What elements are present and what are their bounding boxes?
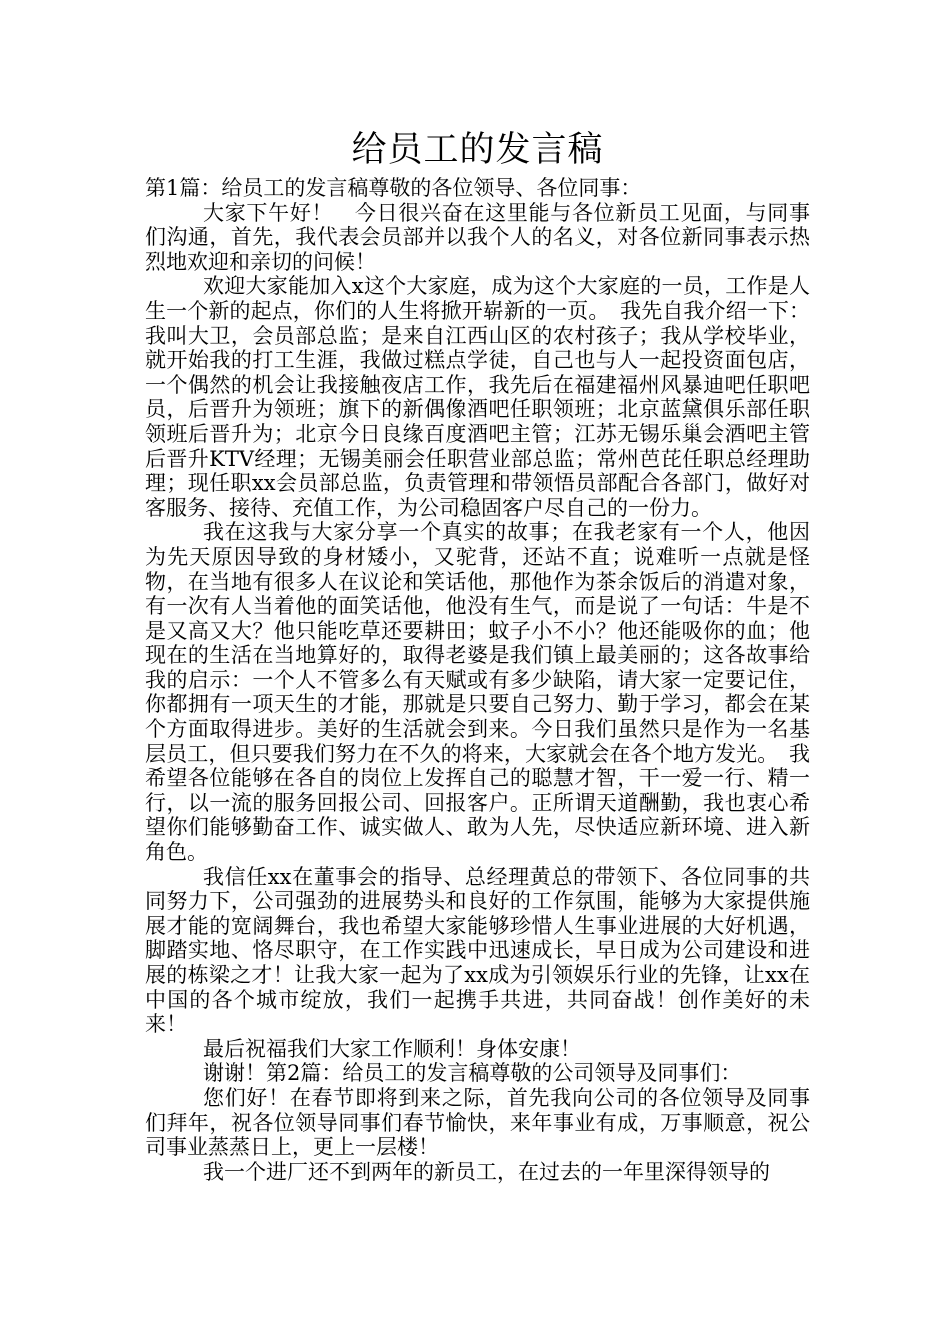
paragraph-story: 我在这我与大家分享一个真实的故事；在我老家有一个人，他因为先天原因导致的身材矮小，又驼背，还站不直；说难听一点就是怪物，在当地有很多人在议论和笑话他，那他作为茶余饭后的消遣对象，有一次有人当着他的面笑话他，他没有生气，而是说了一句话：牛是不是又高又大？他只能吃草还要耕田；蚊子小不小？他还能吸你的血；他现在的生活在当地算好的，取得老婆是我们镇上最美丽的；这各故事给我的启示：一个人不管多么有天赋或有多少缺陷，请大家一定要记住，你都拥有一项天生的才能，那就是只要自己努力、勤于学习，都会在某个方面取得进步。美好的生活就会到来。今日我们虽然只是作为一名基层员工，但只要我们努力在不久的将来，大家就会在各个地方发光。 我希望各位能够在各自的岗位上发挥自己的聪慧才智，干一爱一行、精一行，以一流的服务回报公司、回报客户。正所谓天道酬勤，我也衷心希望你们能够勤奋工作、诚实做人、敢为人先，尽快适应新环境、进入新角色。	[145, 520, 810, 865]
paragraph-trust: 我信任xx在董事会的指导、总经理黄总的带领下、各位同事的共同努力下，公司强劲的进展势头和良好的工作氛围，能够为大家提供施展才能的宽阔舞台，我也希望大家能够珍惜人生事业进展的大好机遇，脚踏实地、恪尽职守，在工作实践中迅速成长，早日成为公司建设和进展的栋梁之才！让我大家一起为了xx成为引领娱乐行业的先锋，让xx在中国的各个城市绽放，我们一起携手共进，共同奋战！创作美好的未来！	[145, 864, 810, 1037]
paragraph-heading-1: 第1篇：给员工的发言稿尊敬的各位领导、各位同事：	[145, 176, 642, 200]
paragraph-greeting: 大家下午好！ 今日很兴奋在这里能与各位新员工见面，与同事们沟通，首先，我代表会员部并以我个人的名义，对各位新同事表示热烈地欢迎和亲切的问候！	[145, 200, 810, 274]
paragraph-new-employee: 我一个进厂还不到两年的新员工，在过去的一年里深得领导的	[203, 1159, 770, 1184]
paragraph-blessing: 最后祝福我们大家工作顺利！身体安康！	[203, 1036, 581, 1061]
document-body	[145, 126, 810, 1184]
paragraph-new-year: 您们好！在春节即将到来之际，首先我向公司的各位领导及同事们拜年，祝各位领导同事们春节愉快，来年事业有成，万事顺意，祝公司事业蒸蒸日上，更上一层楼！	[145, 1085, 810, 1160]
document-title: 给员工的发言稿	[351, 130, 604, 170]
paragraph-heading-2: 谢谢！第2篇：给员工的发言稿尊敬的公司领导及同事们：	[203, 1061, 742, 1086]
paragraph-self-intro: 欢迎大家能加入x这个大家庭，成为这个大家庭的一员，工作是人生一个新的起点，你们的人生将掀开崭新的一页。 我先自我介绍一下：我叫大卫，会员部总监；是来自江西山区的农村孩子；我从学校毕业，就开始我的打工生涯，我做过糕点学徒，自己也与人一起投资面包店，一个偶然的机会让我接触夜店工作，我先后在福建福州风暴迪吧任职吧员，后晋升为领班；旗下的新偶像酒吧任职领班；北京蓝黛俱乐部任职领班后晋升为；北京今日良缘百度酒吧主管；江苏无锡乐巢会酒吧主管后晋升KTV经理；无锡美丽会任职营业部总监；常州芭芘任职总经理助理；现任职xx会员部总监，负责管理和带领悟员部配合各部门，做好对客服务、接待、充值工作，为公司稳固客户尽自己的一份力。	[145, 274, 810, 520]
